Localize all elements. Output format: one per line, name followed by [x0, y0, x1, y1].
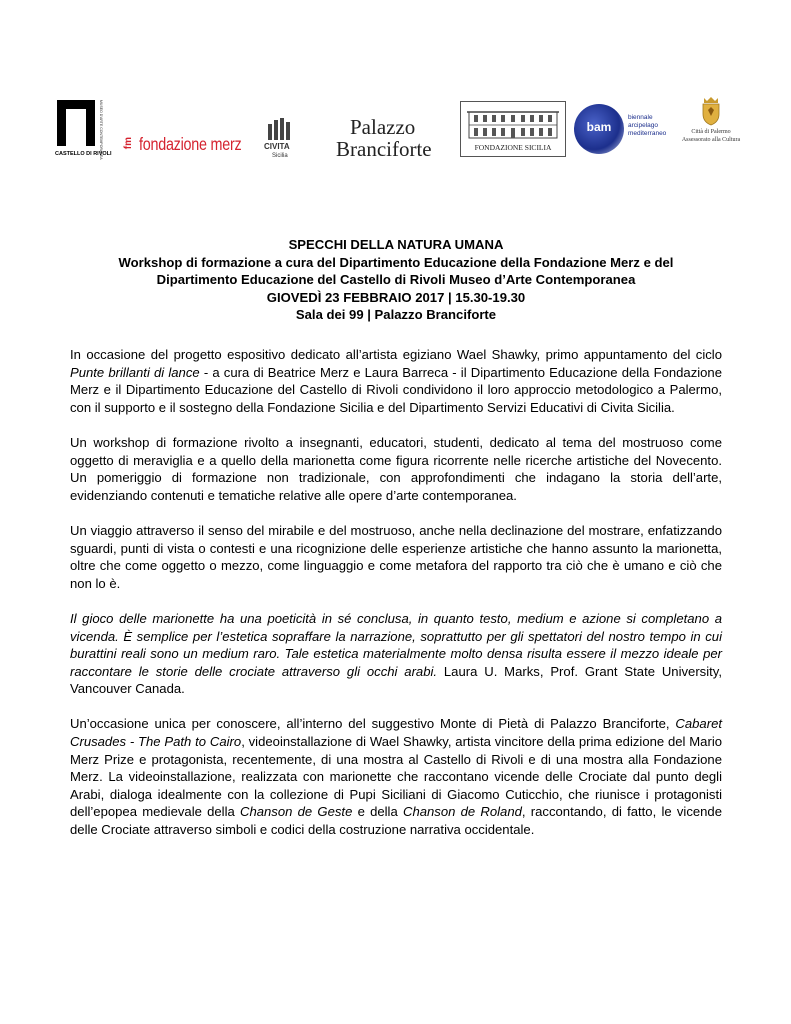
bam-mark: bam	[586, 120, 612, 134]
palermo-line2: Assessorato alla Cultura	[681, 137, 741, 143]
event-heading	[70, 236, 722, 324]
palazzo-line2: Branciforte	[336, 137, 432, 161]
merz-name: fondazione merz	[139, 134, 242, 154]
event-title: SPECCHI DELLA NATURA UMANA	[288, 237, 504, 252]
paragraph-3: Un viaggio attraverso il senso del mirabile e del mostruoso, anche nella declinazione del mostrare, enfatizzando sguardi, punti di vista o contesti e una ricognizione delle esperienze artistiche che hanno assunto la marionetta, oltre che come oggetto o mezzo, come linguaggio e come metafora del rapporto tra ciò che è umano e ciò che non lo è.	[70, 522, 722, 591]
event-date: GIOVEDÌ 23 FEBBRAIO 2017 | 15.30-19.30	[266, 289, 526, 305]
p1-text-a: In occasione del progetto espositivo dedicato all’artista egiziano Wael Shawky, primo appuntamento del ciclo	[70, 347, 722, 362]
fondazione-sicilia-building-icon	[465, 106, 561, 140]
bam-line1: biennale	[628, 114, 653, 121]
p5-italic-chanson-geste: Chanson de Geste	[240, 804, 353, 820]
civita-sub: Sicilia	[272, 153, 288, 159]
paragraph-1	[70, 346, 722, 416]
palermo-line1: Città di Palermo	[691, 129, 731, 135]
bam-circle-icon	[574, 104, 624, 154]
bam-logo	[574, 104, 674, 156]
fondazione-merz-logo	[123, 134, 243, 160]
palazzo-branciforte-logo	[336, 115, 446, 161]
palermo-crest-icon	[698, 96, 724, 126]
p5-text-a: Un’occasione unica per conoscere, all’interno del suggestivo Monte di Pietà di Palazzo Branciforte,	[70, 716, 676, 732]
p1-text-c: - a cura di Beatrice Merz e Laura Barreca - il Dipartimento Educazione della Fondazione Merz e il Dipartimento Educazione del Castello di Rivoli condividono il loro approccio metodologico a Palermo, con il supporto e il sostegno della Fondazione Sicilia e del Dipartimento Servizi Educativi di Civita Sicilia.	[70, 364, 722, 415]
event-subtitle-line1: Workshop di formazione a cura del Dipartimento Educazione della Fondazione Merz e del	[118, 254, 674, 270]
castello-side-text: MUSEO D'ARTE CONTEMPORANEA	[99, 100, 103, 160]
paragraph-4	[70, 610, 722, 698]
p1-italic-title: Punte brillanti di lance	[70, 364, 200, 380]
civita-name: CIVITA	[264, 142, 290, 151]
paragraph-5	[70, 715, 722, 838]
p4-quote: Il gioco delle marionette ha una poeticità in sé conclusa, in quanto testo, medium e azione si completano a vicenda. È semplice per l’estetica sopraffare la narrazione, soprattutto per gli spettatori del nostro tempo in cui burattini reali sono un medium raro. Tale estetica materialmente molto densa risulta essere il mezzo ideale per raccontare le storie delle crociate attraverso gli occhi arabi.	[70, 610, 722, 679]
merz-mark-icon: fm	[123, 137, 134, 150]
p5-text-g: , raccontando, di fatto, le vicende delle Crociate attraverso simboli e codici della costruzione narrativa occidentale.	[70, 804, 722, 838]
fondazione-sicilia-logo	[460, 101, 566, 157]
fondazione-sicilia-name: FONDAZIONE SICILIA	[474, 143, 552, 152]
p5-text-e: e della	[352, 804, 403, 820]
bam-line2: arcipelago	[628, 122, 658, 129]
castello-mark-icon	[57, 100, 95, 146]
p4-attribution: Laura U. Marks, Prof. Grant State University, Vancouver Canada.	[70, 663, 722, 697]
bam-line3: mediterraneo	[628, 130, 667, 137]
event-venue: Sala dei 99 | Palazzo Branciforte	[295, 307, 497, 323]
palazzo-line1: Palazzo	[350, 115, 416, 139]
castello-di-rivoli-logo	[55, 100, 111, 160]
civita-sicilia-logo	[260, 118, 300, 166]
document-body	[70, 346, 722, 856]
p5-italic-work: Cabaret Crusades - The Path to Cairo	[70, 716, 722, 750]
citta-di-palermo-logo	[675, 96, 747, 152]
event-subtitle-line2: Dipartimento Educazione del Castello di Rivoli Museo d’Arte Contemporanea	[156, 272, 636, 288]
logo-strip	[55, 96, 745, 166]
paragraph-2: Un workshop di formazione rivolto a insegnanti, educatori, studenti, dedicato al tema del mostruoso come oggetto di meraviglia e a quello della marionetta come figura ricorrente nelle ricerche artistiche del Novecento. Un pomeriggio di formazione non tradizionale, con approfondimenti che indagano la storia dell’arte, evidenziando contenuti e tematiche relative alle opere d’arte contemporanea.	[70, 434, 722, 503]
civita-tower-icon	[266, 118, 294, 140]
castello-name: CASTELLO DI RIVOLI	[55, 151, 112, 157]
p5-italic-chanson-roland: Chanson de Roland	[402, 804, 522, 820]
p5-text-c: , videoinstallazione di Wael Shawky, artista vincitore della prima edizione del Mario Merz Prize e protagonista, recentemente, di una mostra al Castello di Rivoli e di una mostra alla Fondazione Merz. La videoinstallazione, realizzata con marionette che raccontano vicende delle Crociate dal punto degli Arabi, dialoga idealmente con la collezione di Pupi Siciliani di Giacomo Cuticchio, che riunisce i protagonisti dell’epopea medievale della	[70, 734, 723, 820]
